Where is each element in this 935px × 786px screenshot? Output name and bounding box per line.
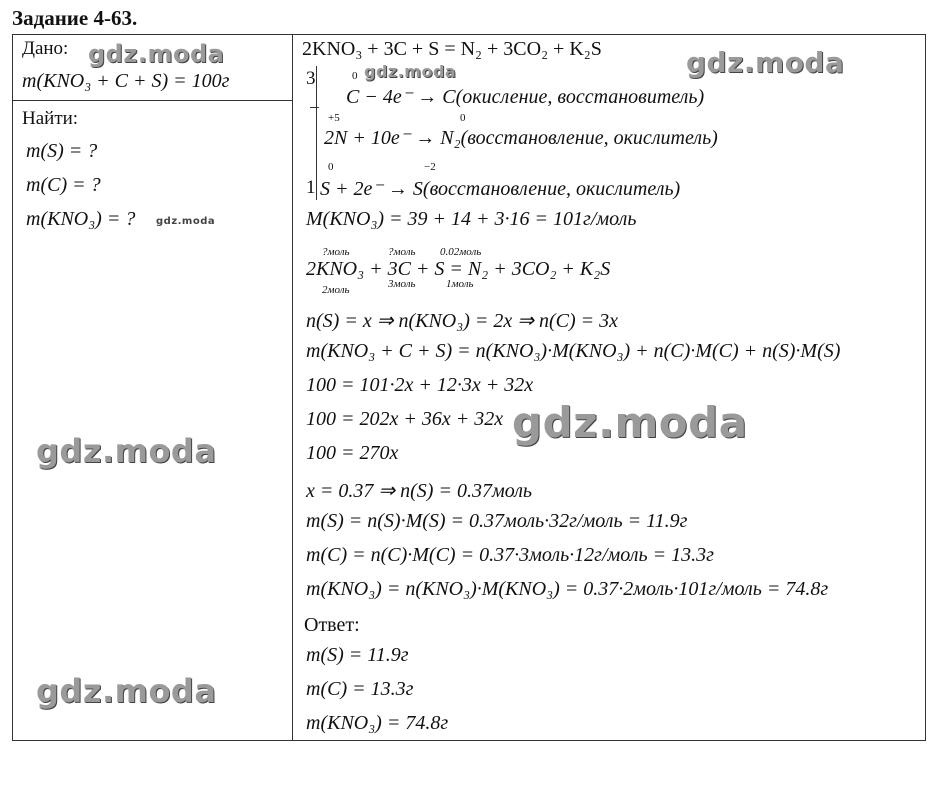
coef-1: 1 [306, 177, 316, 198]
watermark: gdz.moda [512, 398, 748, 447]
mol-below-kno3: 2моль [322, 284, 350, 296]
given-divider [12, 100, 292, 101]
ox-state-s1: 0 [328, 161, 334, 173]
find-item-s: m(S) = ? [26, 140, 98, 162]
equation-step-1: 100 = 101·2x + 12·3x + 32x [306, 374, 534, 396]
find-item-kno3: m(KNO₃) = ? [26, 208, 136, 230]
answer-label: Ответ: [304, 614, 360, 636]
main-equation: 2KNO₃ + 3C + S = N₂ + 3CO₂ + K₂S [302, 38, 602, 60]
balance-separator [310, 107, 319, 108]
watermark: gdz.moda [156, 216, 216, 227]
ox-state-s2: −2 [424, 161, 436, 173]
answer-c: m(C) = 13.3г [306, 678, 414, 700]
mol-below-c: 3моль [388, 278, 416, 290]
equation-step-2: 100 = 202x + 36x + 32x [306, 408, 504, 430]
molar-mass-kno3: M(KNO₃) = 39 + 14 + 3·16 = 101г/моль [306, 208, 637, 230]
watermark: gdz.moda [36, 432, 217, 470]
column-divider [292, 34, 293, 741]
task-title: Задание 4-63. [12, 6, 138, 30]
mol-above-c: ?моль [388, 246, 416, 258]
answer-s: m(S) = 11.9г [306, 644, 409, 666]
ox-state-n2: 0 [460, 112, 466, 124]
equation-step-4: x = 0.37 ⇒ n(S) = 0.37моль [306, 480, 533, 502]
find-item-c: m(C) = ? [26, 174, 101, 196]
equation-with-moles: 2KNO₃ + 3C + S = N₂ + 3CO₂ + K₂S [306, 258, 611, 280]
mass-s-calc: m(S) = n(S)·M(S) = 0.37моль·32г/моль = 11.9г [306, 510, 688, 532]
ox-state-c: 0 [352, 70, 358, 82]
given-label: Дано: [22, 38, 69, 59]
half-reaction-n: 2N + 10e⁻ → N₂(восстановление, окислитель) [324, 127, 718, 149]
mol-above-s: 0.02моль [440, 246, 482, 258]
answer-kno3: m(KNO₃) = 74.8г [306, 712, 449, 734]
mass-kno3-calc: m(KNO₃) = n(KNO₃)·M(KNO₃) = 0.37·2моль·101г/моль = 74.8г [306, 578, 829, 600]
watermark: gdz.moda [88, 40, 225, 68]
equation-step-3: 100 = 270x [306, 442, 399, 464]
amount-relations: n(S) = x ⇒ n(KNO₃) = 2x ⇒ n(C) = 3x [306, 310, 619, 332]
coef-3: 3 [306, 68, 316, 89]
mass-c-calc: m(C) = n(C)·M(C) = 0.37·3моль·12г/моль = 13.3г [306, 544, 714, 566]
mol-below-s: 1моль [446, 278, 474, 290]
half-reaction-c: C − 4e⁻ → C(окисление, восстановитель) [346, 86, 705, 108]
watermark: gdz.moda [686, 46, 845, 79]
balance-bracket [316, 66, 317, 200]
watermark: gdz.moda [36, 672, 217, 710]
given-mass: m(KNO₃ + C + S) = 100г [22, 70, 230, 92]
ox-state-n1: +5 [328, 112, 340, 124]
mass-sum-formula: m(KNO₃ + C + S) = n(KNO₃)·M(KNO₃) + n(C)·M(C) + n(S)·M(S) [306, 340, 841, 362]
find-label: Найти: [22, 108, 79, 129]
mol-above-kno3: ?моль [322, 246, 350, 258]
half-reaction-s: S + 2e⁻ → S(восстановление, окислитель) [320, 178, 681, 200]
watermark: gdz.moda [364, 62, 457, 81]
